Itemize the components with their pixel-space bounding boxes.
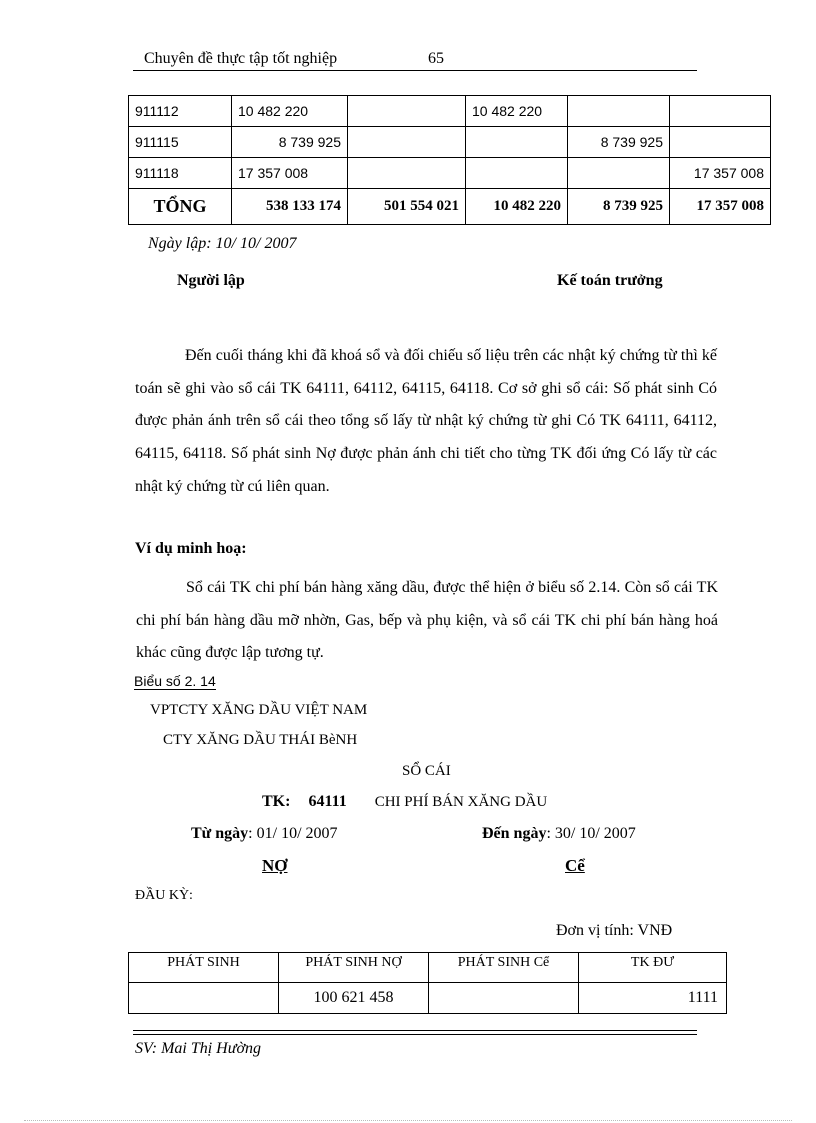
table-cell [670, 96, 771, 127]
table-row [129, 127, 771, 158]
page-number: 65 [428, 50, 444, 67]
footer-rule [133, 1030, 697, 1031]
table-cell: 17 357 008 [232, 158, 348, 189]
table-cell: 911112 [129, 96, 232, 127]
header-title: Chuyên đề thực tập tốt nghiệp [144, 50, 338, 67]
date-from [191, 825, 338, 843]
table-cell: 911115 [129, 127, 232, 158]
column-header: PHÁT SINH NỢ [279, 953, 429, 983]
total-cell: 8 739 925 [568, 189, 670, 225]
table-cell: 8 739 925 [568, 127, 670, 158]
page-edge-divider [24, 1120, 792, 1121]
total-cell: 17 357 008 [670, 189, 771, 225]
footer-student: SV: Mai Thị Hường [135, 1040, 261, 1057]
table-row [129, 158, 771, 189]
account-label: TK: [262, 793, 291, 810]
total-cell: 538 133 174 [232, 189, 348, 225]
date-from-label: Từ ngày [191, 825, 249, 842]
table-cell: 17 357 008 [670, 158, 771, 189]
table-cell [348, 96, 466, 127]
total-label: TỔNG [129, 189, 232, 225]
paragraph-body: Đến cuối tháng khi đã khoá sổ và đối chiếu số liệu trên các nhật ký chứng từ thì kế toán sẽ ghi vào sổ cái TK 64111, 64112, 64115, 64118. Cơ sở ghi sổ cái: Số phát sinh Có được phản ánh trên sổ cái theo tổng số lấy từ nhật ký chứng từ ghi Có TK 64111, 64112, 64115, 64118. Số phát sinh Nợ được phản ánh chi tiết cho từng TK đối ứng Có lấy từ các nhật ký chứng từ cú liên quan. [135, 347, 717, 495]
account-name: CHI PHÍ BÁN XĂNG DẦU [374, 794, 548, 810]
date-line: Ngày lập: 10/ 10/ 2007 [148, 235, 297, 252]
credit-label: Cể [565, 856, 585, 875]
date-to-label: Đến ngày [482, 825, 547, 842]
column-header: PHÁT SINH Cể [429, 953, 579, 983]
table-cell: 10 482 220 [466, 96, 568, 127]
date-to [482, 825, 636, 843]
table-cell [466, 158, 568, 189]
signature-preparer: Người lập [177, 272, 245, 289]
ledger-title: SỔ CÁI [402, 763, 451, 779]
table-cell: 8 739 925 [232, 127, 348, 158]
company-parent: VPTCTY XĂNG DẦU VIỆT NAM [150, 702, 368, 718]
example-heading: Ví dụ minh hoạ: [135, 540, 247, 557]
header-rule [133, 70, 697, 71]
debit-label: NỢ [262, 856, 288, 875]
column-header: PHÁT SINH [129, 953, 279, 983]
paragraph-example: Sổ cái TK chi phí bán hàng xăng dầu, được thể hiện ở biểu số 2.14. Còn sổ cái TK chi phí bán hàng dầu mỡ nhờn, Gas, bếp và phụ kiện, và sổ cái TK chi phí bán hàng hoá khác cũng được lập tương tự. [136, 579, 718, 662]
table-cell [568, 158, 670, 189]
form-label: Biểu số 2. 14 [134, 673, 216, 689]
table-cell [568, 96, 670, 127]
total-cell: 10 482 220 [466, 189, 568, 225]
table-cell: 1111 [579, 983, 727, 1014]
account-number: 64111 [308, 793, 347, 810]
company-branch: CTY XĂNG DẦU THÁI BèNH [163, 732, 358, 748]
table-cell [348, 127, 466, 158]
table-cell [348, 158, 466, 189]
table-cell: 10 482 220 [232, 96, 348, 127]
column-header: TK ĐƯ [579, 953, 727, 983]
table-cell [129, 983, 279, 1014]
signature-chief-accountant: Kế toán trưởng [557, 272, 663, 289]
table-cell [466, 127, 568, 158]
table-cell: 100 621 458 [279, 983, 429, 1014]
table-row [129, 983, 727, 1014]
table-cell [670, 127, 771, 158]
total-row [129, 189, 771, 225]
date-from-value: : 01/ 10/ 2007 [248, 825, 338, 842]
account-line [262, 793, 547, 811]
footer-rule [133, 1034, 697, 1035]
ledger-table [128, 952, 727, 1014]
total-cell: 501 554 021 [348, 189, 466, 225]
table-cell: 911118 [129, 158, 232, 189]
table-row [129, 96, 771, 127]
table-cell [429, 983, 579, 1014]
unit-label: Đơn vị tính: VNĐ [556, 922, 673, 939]
opening-balance-label: ĐẦU KỲ: [135, 888, 193, 903]
summary-table [128, 95, 771, 225]
date-to-value: : 30/ 10/ 2007 [546, 825, 636, 842]
table-header-row [129, 953, 727, 983]
